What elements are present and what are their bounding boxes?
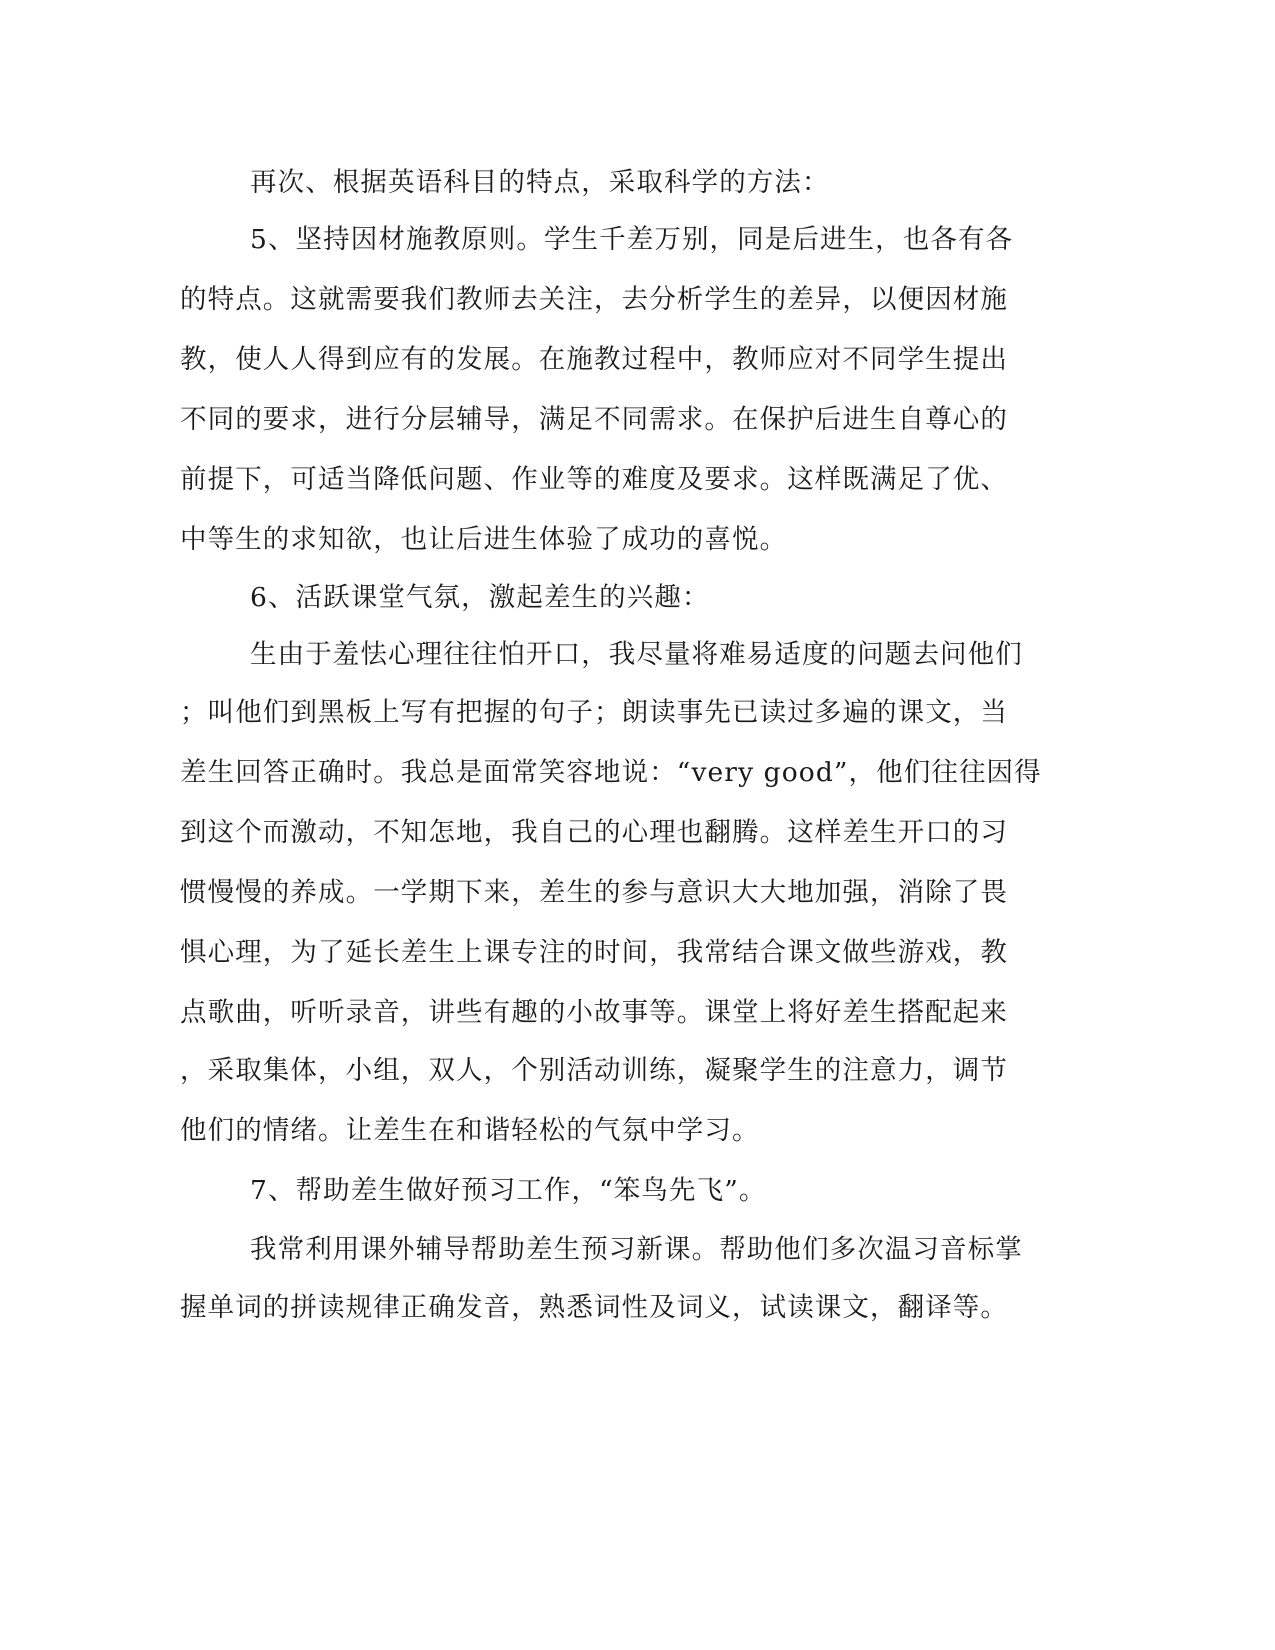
paragraph-line: 惧心理，为了延长差生上课专注的时间，我常结合课文做些游戏，教 [180, 937, 1008, 968]
paragraph-line: 7、帮助差生做好预习工作，“笨鸟先飞”。 [250, 1175, 767, 1206]
paragraph-line: 教，使人人得到应有的发展。在施教过程中，教师应对不同学生提出 [180, 344, 1008, 375]
paragraph-line: 到这个而激动，不知怎地，我自己的心理也翻腾。这样差生开口的习 [180, 817, 1008, 848]
paragraph-line: 生由于羞怯心理往往怕开口，我尽量将难易适度的问题去问他们 [250, 639, 1023, 670]
paragraph-line: ，采取集体，小组，双人，个别活动训练，凝聚学生的注意力，调节 [180, 1055, 1008, 1086]
paragraph-line: 的特点。这就需要我们教师去关注，去分析学生的差异，以便因材施 [180, 284, 1008, 315]
paragraph-line: 他们的情绪。让差生在和谐轻松的气氛中学习。 [180, 1115, 760, 1146]
paragraph-line: 不同的要求，进行分层辅导，满足不同需求。在保护后进生自尊心的 [180, 404, 1008, 435]
paragraph-line: 握单词的拼读规律正确发音，熟悉词性及词义，试读课文，翻译等。 [180, 1292, 1008, 1323]
paragraph-line: 我常利用课外辅导帮助差生预习新课。帮助他们多次温习音标掌 [250, 1234, 1023, 1265]
paragraph-line: 惯慢慢的养成。一学期下来，差生的参与意识大大地加强，消除了畏 [180, 877, 1008, 908]
paragraph-line: 中等生的求知欲，也让后进生体验了成功的喜悦。 [180, 524, 788, 555]
paragraph-line: 5、坚持因材施教原则。学生千差万别，同是后进生，也各有各 [250, 224, 1014, 255]
paragraph-line: 前提下，可适当降低问题、作业等的难度及要求。这样既满足了优、 [180, 464, 1008, 495]
paragraph-line: 6、活跃课堂气氛，激起差生的兴趣： [250, 582, 710, 613]
paragraph-line: 点歌曲，听听录音，讲些有趣的小故事等。课堂上将好差生搭配起来 [180, 997, 1008, 1028]
paragraph-line: ；叫他们到黑板上写有把握的句子；朗读事先已读过多遍的课文，当 [180, 697, 1008, 728]
paragraph-line: 再次、根据英语科目的特点，采取科学的方法： [250, 167, 830, 198]
paragraph-line: 差生回答正确时。我总是面常笑容地说：“very good”，他们往往因得 [180, 757, 1042, 788]
